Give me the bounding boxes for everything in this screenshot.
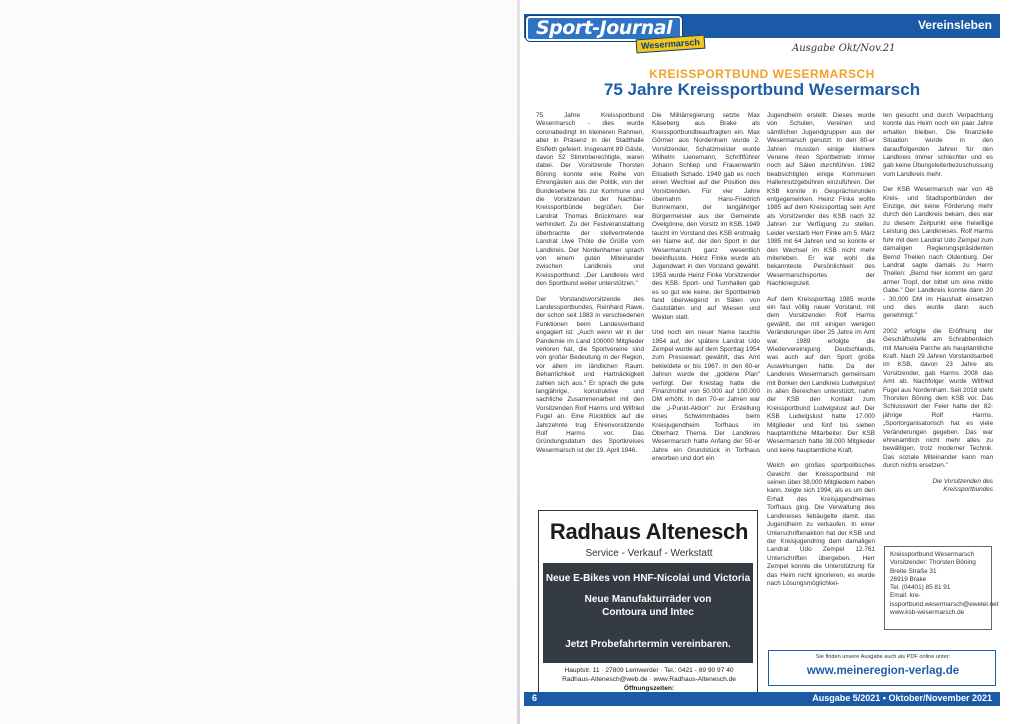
article-signature: Die Vorsitzenden des Kreissportbundes: [932, 477, 993, 494]
article-headline: 75 Jahre Kreissportbund Wesermarsch: [603, 80, 921, 99]
infobox-line: Tel. (04401) 85 81 91: [890, 584, 951, 592]
paragraph: 2002 erfolgte die Eröffnung der Geschäftsstelle am Schrabberdeich mit Manuela Parche als hauptamtliche Kraft. Nach 29 Jahren Vorstandsarbeit im KSB, davon 23 Jahre als Vorsitzender, gab Harms 2008 das Amt ab. Nachfolger wurde Wilfried Fugel aus Nordenham. Seit 2018 steht Thorsten Böning dem KSB vor. Das Schlusswort der Feier hatte der 82-jährige Rolf Harms. „Sportorganisatorisch hat es viele Veränderungen gegeben. Das war ehrenamtlich nicht mehr alles zu bewältigen, trotz moderner Technik. Das soziale Miteinander kann man durch nichts ersetzen.": [883, 327, 993, 470]
paragraph: ten gesucht und durch Verpachtung konnte das Heim noch ein paar Jahre erhalten bleiben. Die finanzielle Situation wurde in den darauffolgenden Jahren für den Landkreis immer schlechter und es gab keine Übungsleiterbezuschussung vom Landkreis mehr.: [883, 112, 993, 178]
footer-bar: [524, 692, 1000, 706]
infobox-line: Kreissportbund Wesermarsch: [890, 551, 975, 558]
paragraph: Der Vorstandsvorsitzende des Landessportbundes, Reinhard Rawe, der schon seit 1983 in verschiedenen Funktionen beim Landesverband engagiert ist: „Auch wenn wir in der Pandemie im Land 100000 Mitglieder verloren hat, die Sportvereine sind von großer Bedeutung in der Region, vor allem im ländlichen Raum. Beharrlichkeit und Hartnäckigkeit zahlen sich aus." Er sprach die gute langjährige, konstruktive und sachliche Zusammenarbeit mit den Vorsitzenden Rolf Harms und Wilfried Fugel an. Eine Rückblick auf die Jahrzehnte trug Ehrenvorsitzende Rolf Harms vor. Das Gründungsdatum des Sportkreises Wesermarsch ist der 19. April 1946.: [536, 295, 644, 454]
infobox-line: Vorsitzender: Thorsten Böning: [890, 559, 976, 567]
ad-brand: Radhaus Altenesch: [549, 519, 749, 544]
ad-address: Hauptstr. 11 · 27809 Lemwerder · Tel.: 0421 - 69 90 97 40: [564, 667, 734, 674]
article-column-1: [536, 112, 644, 462]
ad-line-ebikes: Neue E-Bikes von HNF-Nicolai und Victoria: [545, 573, 751, 584]
article-kicker: KREISSPORTBUND WESERMARSCH: [649, 67, 875, 81]
pdf-note: Sie finden unsere Ausgabe auch als PDF online unter:: [815, 654, 951, 660]
radhaus-advertisement: [538, 510, 758, 700]
logo-main: Sport-Journal: [526, 16, 682, 41]
ad-dark-panel: [543, 563, 753, 663]
sport-journal-logo: [526, 12, 702, 52]
paragraph: Der KSB Wesermarsch war von 48 Kreis- und Stadtsportbünden der Einzige, der keine Förderung mehr durch den Landkreis bekam, dies war zu diesem Zeitpunkt eine freiwillige Leistung des Landkreises. Rolf Harms fuhr mit dem Landrat Udo Zempel zum damaligen Regierungspräsidenten Bernd Theilen nach Oldenburg. Der Landrat sagte damals zu Herrn Theilen: „Bernd hier kommt ein ganz armer Tropf, der bittet um eine milde Gabe." Der Landkreis konnte dann 20 - 30.000 DM im Haushalt einsetzen und dies wurde dann auch genehmigt.": [883, 186, 993, 320]
issue-label: Ausgabe 5/2021 • Oktober/November 2021: [812, 693, 992, 703]
paragraph: Und noch ein neuer Name tauchte 1954 auf, der spätere Landrat Udo Zempel wurde auf dem Sporttag 1954 zum Pressewart gewählt, das Amt bekleidete er bis 1967. In den 60-er Jahren wurde der „goldene Plan" verfolgt. Der Kreistag hatte die Finanzmittel von 50.000 auf 100.000 DM erhöht. In den 70-er Jahren war die „i-Punkt-Aktion" zur Erstellung eines Schwimmbades beim Kreisjugendheim Torfhaus im Oberharz Thema. Der Landkreis Wesermarsch hatte Anfang der 50-er Jahre ein Grundstück in Torfhaus erworben und dort ein: [652, 329, 760, 463]
section-label: Vereinsleben: [917, 18, 992, 32]
ad-hours-label: Öffnungszeiten:: [623, 685, 675, 692]
infobox-line: 26919 Brake: [890, 575, 927, 583]
paragraph: Welch ein großes sportpolitisches Gewicht der Kreissportbund mit seinen über 38.000 Mitgliedern haben kann, zeigte sich 1994, als es um den Erhalt des Kreisjugendheimes Torfhaus ging. Die Verwaltung des Landkreises liebäugelte damit, das Jugendheim zu verkaufen. In einer Unterschriftenaktion hat der KSB und der Kreisjugendring dem damaligen Landrat Udo Zempel 12.761 Unterschriften übergeben. Herr Zempel konnte die Unterstützung für das Heim nicht ignorieren, es wurde nach Lösungsmöglichkei-: [767, 462, 875, 587]
handwritten-note: Ausgabe Okt/Nov.21: [792, 43, 896, 54]
paragraph: Auf dem Kreissporttag 1985 wurde ein fast völlig neuer Vorstand, mit dem Vorsitzenden Rolf Harms gewählt, der mit einigen wenigen Veränderungen über 25 Jahre im Amt war. 1989 erfolgte die Wiedervereinigung Deutschlands, was auch auf den Sport große Auswirkungen hatte. Da der Landkreis Wesermarsch gemeinsam mit Borken den Landkreis Ludwigslust in allen Bereichen unterstützt, nahm der KSB den Kontakt zum Kreissportbund Ludwigslust auf. Der KSB Ludwigslust hatte 17.000 Mitglieder und fünf bis sieben hauptamtliche Mitarbeiter. Der KSB Wesermarsch hatte 38.000 Mitglieder und keine hauptamtliche Kraft.: [767, 295, 875, 454]
infobox-line: Breite Straße 31: [890, 567, 937, 575]
publisher-url[interactable]: www.meineregion-verlag.de: [806, 665, 960, 677]
page-spine: [517, 0, 520, 724]
logo-sub: Wesermarsch: [636, 35, 706, 54]
ad-email: Radhaus-Altenesch@web.de · www.Radhaus-Altenesch.de: [562, 676, 736, 683]
ad-line-probefahrt: Jetzt Probefahrtermin vereinbaren.: [565, 639, 731, 650]
article-column-3: [767, 112, 875, 595]
article-column-4: [883, 112, 993, 501]
magazine-page: [524, 14, 1000, 708]
article-column-2: [652, 112, 760, 471]
paragraph: 75 Jahre Kreissportbund Wesermarsch - dies wurde coronabedingt im kleineren Rahmen, aber in Präsenz in der Stadthalle Elsfleth gefeiert. Insgesamt 89 Gäste, davon 52 Stimmberechtigte, waren dabei. Der Vorsitzende Thorsten Böning konnte eine Reihe von Ehrengästen aus der Politik, von der Bundesebene bis zur Kommune und die Vorsitzenden der Nachbar-Kreissportbünde begrüßen. Der Landrat Thomas Brückmann war verhindert. Zu der Festveranstaltung überbrachte der stellvertretende Landrat Uwe Thöle die Grüße vom Landkreis. Der Nordenhamer sprach von einem guten Miteinander zwischen Landkreis und Kreissportbund: „Der Landkreis wird den Sportbund weiter unterstützen.": [536, 112, 644, 288]
infobox-line: Email: kre-issportbund.wesermarsch@ewetel.net: [890, 592, 999, 608]
ad-line-manufaktur-a: Neue Manufakturräder von: [584, 594, 712, 605]
page-number: 6: [532, 693, 538, 703]
contact-infobox: [884, 546, 999, 630]
pdf-online-box: [768, 650, 996, 686]
ad-line-manufaktur-b: Contoura und Intec: [602, 607, 694, 618]
infobox-line: www.ksb-wesermarsch.de: [890, 609, 965, 617]
paragraph: Jugendheim erstellt. Dieses wurde von Schulen, Vereinen und sämtlichen Jugendgruppen aus der Wesermarsch genutzt. In den 80-er Jahren mussten einige kleinere Vereine ihren Sportbetrieb immer noch auf Sälen durchführen. 1982 beabsichtigten einige Kommunen Hallennutzgebühren einzuführen. Der KSB konnte in Gesprächsrunden entgegenwirken. Heinz Finke wollte 1985 auf dem Kreissporttag sein Amt als Vorsitzender des KSB nach 32 Jahren zur Verfügung zu stellen. Leider verstarb Herr Finke am 5. März 1985 mit 64 Jahren und so konnte er den Wechsel im KSB nicht mehr miterleben. Er war wohl die bekannteste Persönlichkeit des Wesermarschsportes der Nachkriegszeit.: [767, 112, 875, 288]
ad-tagline: Service - Verkauf - Werkstatt: [585, 548, 713, 559]
ad-line-manufaktur: [543, 593, 753, 619]
paragraph: Die Militärregierung setzte Max Käseberg aus Brake als Kreissportbundbeauftragten ein. Max Görmer aus Nordenham wurde 2. Vorsitzender, Schatzmeister wurde Wilhelm Lienemann, Schriftführer Johann Schliep und Frauenwartin Elisabeth Schado. 1949 gab es noch einen Wechsel auf der Position des Vorsitzenden. Für vier Jahre übernahm Hans-Friedrich Bunnemann, der langjähriger Bürgermeister aus der Gemeinde Ovelgönne, den Vorsitz im KSB. 1949 taucht im Vorstand des KSB erstmalig ein Name auf, der den Sport in der Wesermarsch ganz wesentlich beeinflusste. Heinz Finke wurde als Jugendwart in den Vorstand gewählt. 1953 wurde Heinz Finke Vorsitzender des KSB. Sport- und Turnhallen gab es so gut wie keine, der Sportbetrieb fand überwiegend in Sälen von Gaststätten und auf Wiesen und Weiden statt.: [652, 112, 760, 321]
